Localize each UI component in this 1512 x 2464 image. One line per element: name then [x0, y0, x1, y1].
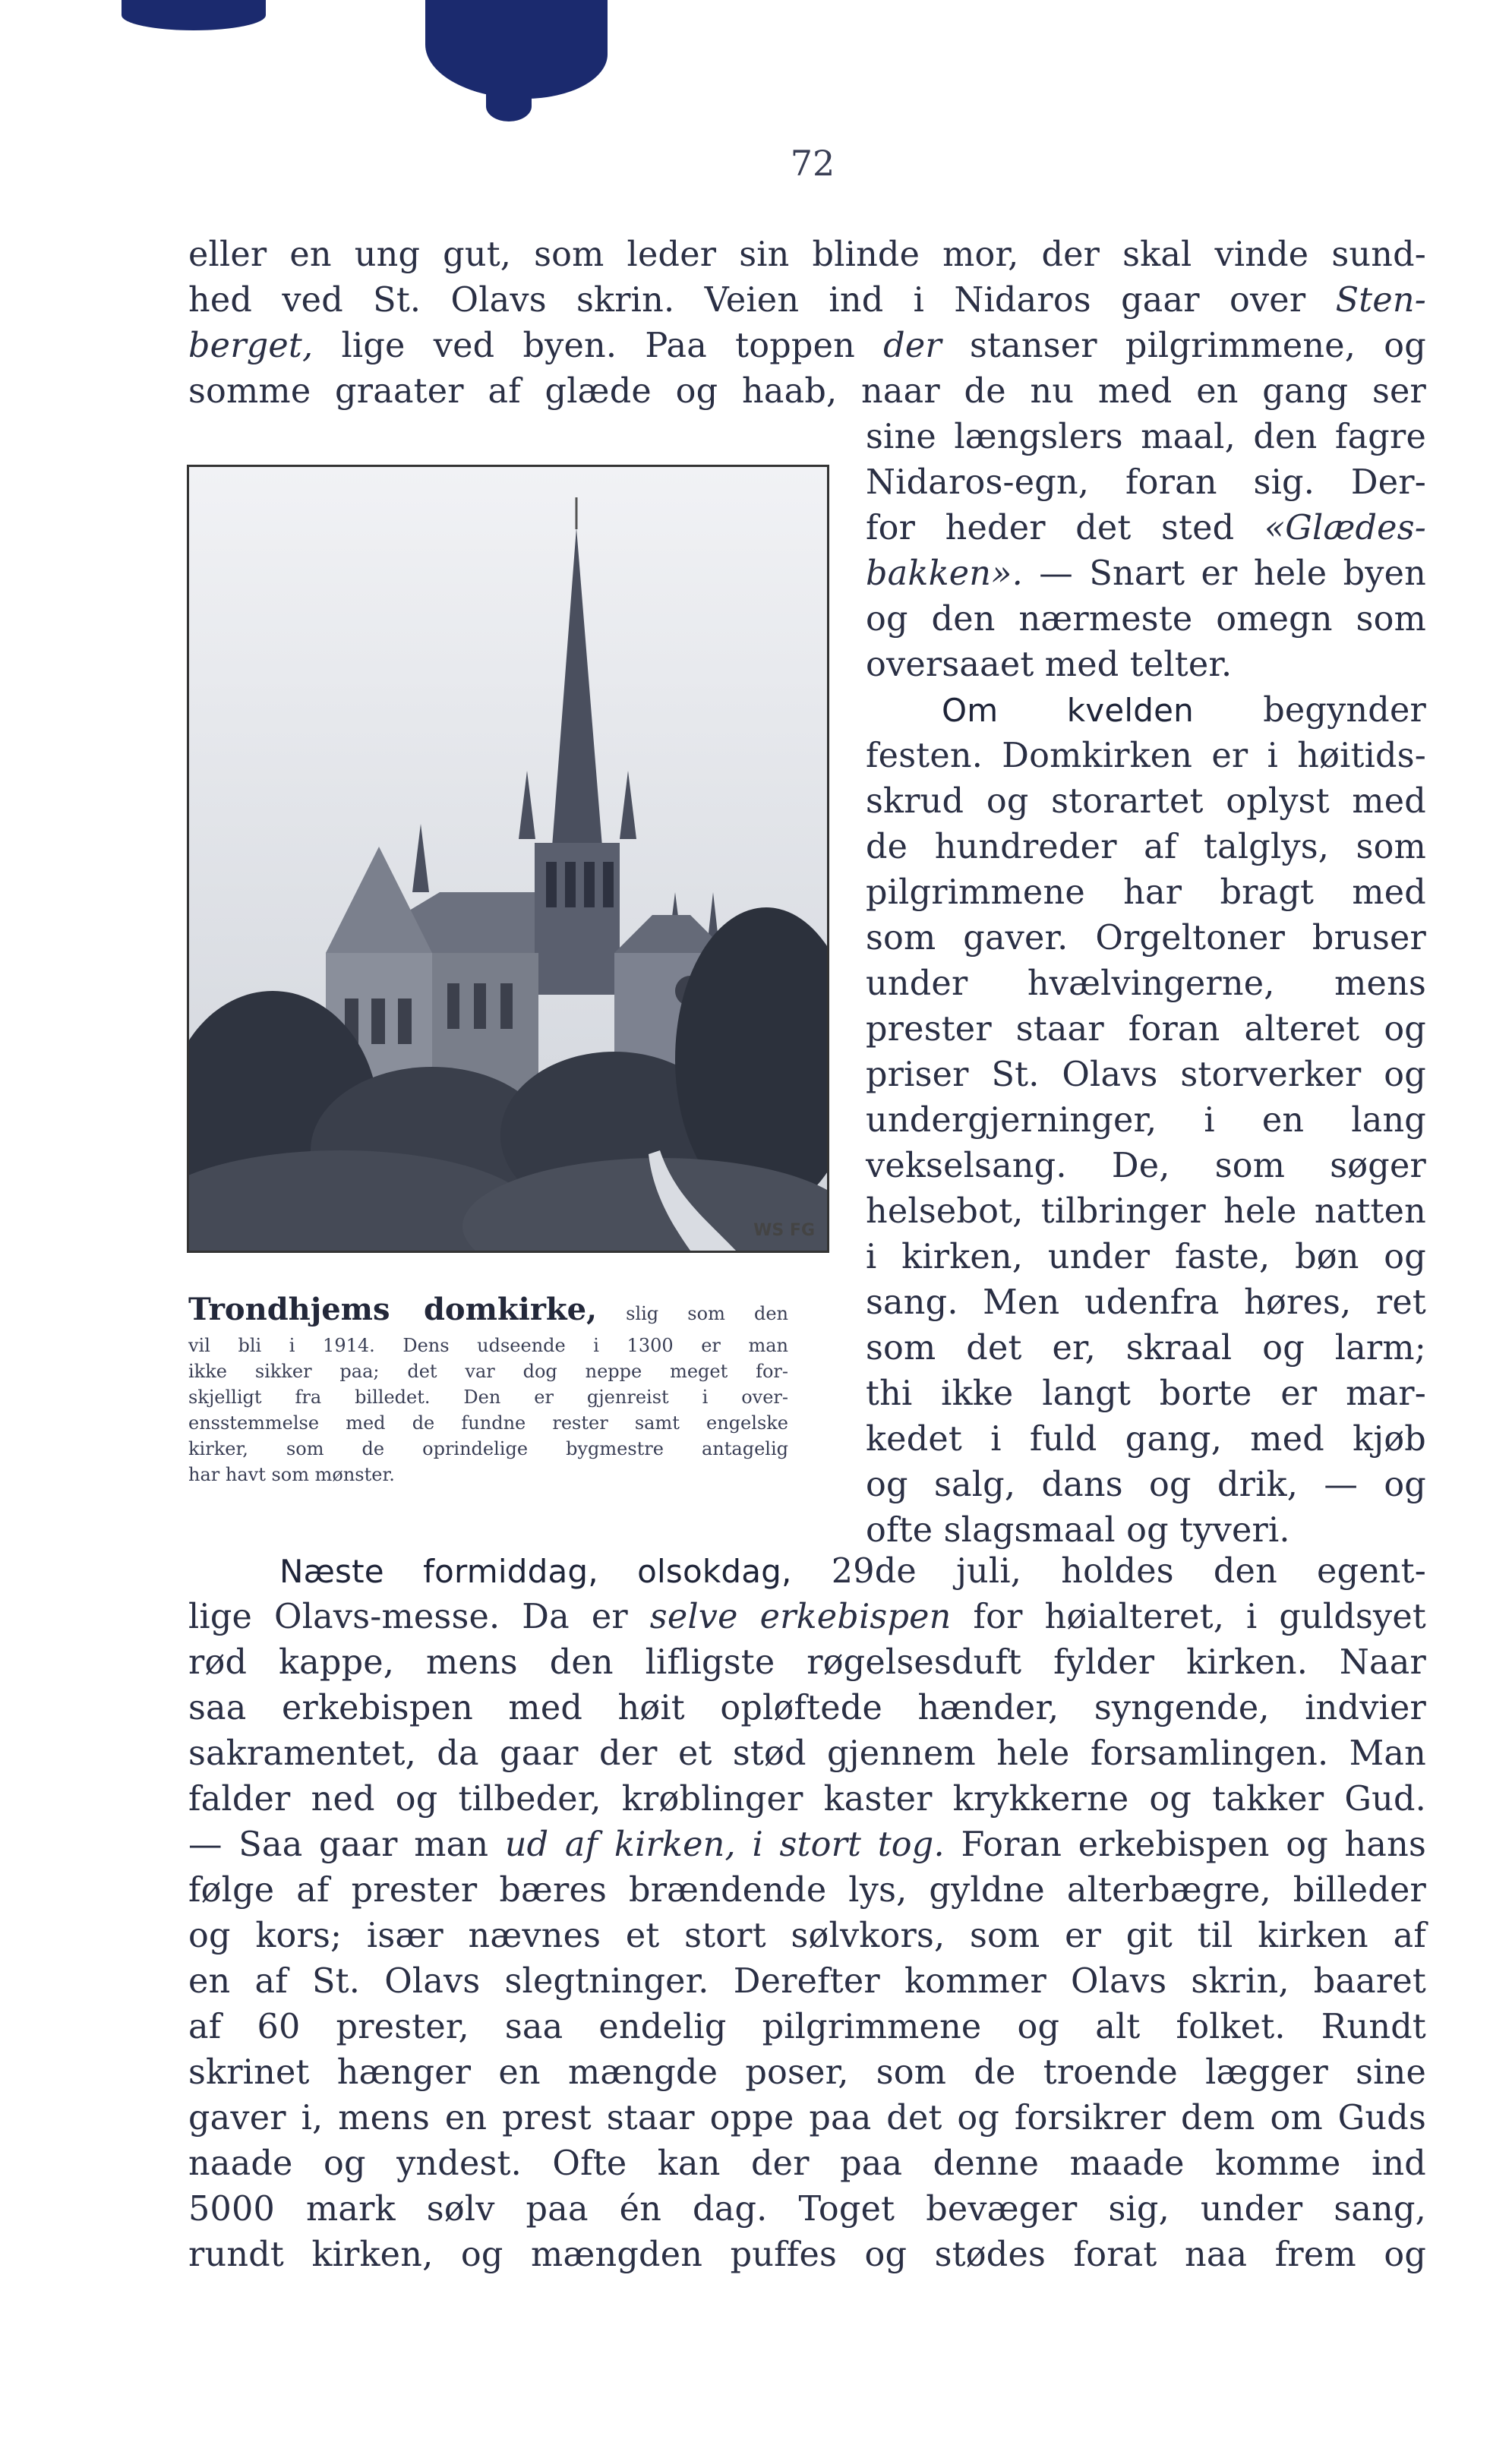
text-line-3: berget, lige ved byen. Paa toppen der stanser pilgrimmene, og: [188, 327, 1426, 365]
figure-caption-line: skjelligt fra billedet. Den er gjenreist i over-: [188, 1387, 788, 1408]
figure-caption-line: kirker, som de oprindelige bygmestre antagelig: [188, 1438, 788, 1459]
right-line: Nidaros-egn, foran sig. Der-: [866, 463, 1426, 502]
text-line-b9: og kors; især nævnes et stort sølvkors, som er git til kirken af: [188, 1917, 1426, 1955]
text-line-b4: saa erkebispen med høit opløftede hænder, syngende, indvier: [188, 1689, 1426, 1727]
cathedral-figure: [187, 465, 829, 1253]
right-line: i kirken, under faste, bøn og: [866, 1238, 1426, 1276]
right-line: priser St. Olavs storverker og: [866, 1055, 1426, 1094]
right-line: under hvælvingerne, mens: [866, 964, 1426, 1003]
right-line: festen. Domkirken er i høitids-: [866, 737, 1426, 775]
right-line: som det er, skraal og larm;: [866, 1329, 1426, 1368]
right-line: de hundreder af talglys, som: [866, 828, 1426, 866]
ink-blot-right: [425, 0, 608, 99]
figure-caption-line: vil bli i 1914. Dens udseende i 1300 er man: [188, 1335, 788, 1356]
cathedral-illustration: [189, 467, 827, 1251]
right-line: ofte slagsmaal og tyveri.: [866, 1511, 1290, 1550]
text-line-b2: lige Olavs-messe. Da er selve erkebispen for høialteret, i guldsyet: [188, 1598, 1426, 1636]
text-line-b5: sakramentet, da gaar der et stød gjennem hele forsamlingen. Man: [188, 1734, 1426, 1773]
figure-caption-line: har havt som mønster.: [188, 1464, 395, 1485]
page-number: 72: [790, 143, 835, 184]
figure-caption-line: ensstemmelse med de fundne rester samt engelske: [188, 1412, 788, 1434]
text-line-b15: 5000 mark sølv paa én dag. Toget bevæger sig, under sang,: [188, 2190, 1426, 2229]
text-line-4: somme graater af glæde og haab, naar de nu med en gang ser: [188, 372, 1426, 411]
figure-caption-line: ikke sikker paa; det var dog neppe meget for-: [188, 1361, 788, 1382]
text-line-b6: falder ned og tilbeder, krøblinger kaster krykkerne og takker Gud.: [188, 1780, 1426, 1819]
right-line: skrud og storartet oplyst med: [866, 782, 1426, 821]
text-line-b11: af 60 prester, saa endelig pilgrimmene og alt folket. Rundt: [188, 2008, 1426, 2046]
right-line: oversaaet med telter.: [866, 645, 1233, 684]
right-line: sang. Men udenfra høres, ret: [866, 1283, 1426, 1322]
right-line: kedet i fuld gang, med kjøb: [866, 1420, 1426, 1459]
right-line: som gaver. Orgeltoner bruser: [866, 919, 1426, 958]
right-line: og den nærmeste omegn som: [866, 600, 1426, 639]
right-line: vekselsang. De, som søger: [866, 1147, 1426, 1185]
ink-blot-left: [122, 0, 266, 30]
ink-drip: [486, 91, 532, 121]
artist-monogram: WS FG: [753, 1221, 815, 1240]
figure-caption-line: Trondhjems domkirke, slig som den: [188, 1292, 788, 1327]
right-line: undergjerninger, i en lang: [866, 1101, 1426, 1140]
text-line-b16: rundt kirken, og mængden puffes og stødes forat naa frem og: [188, 2235, 1426, 2274]
right-line: helsebot, tilbringer hele natten: [866, 1192, 1426, 1231]
right-line: og salg, dans og drik, — og: [866, 1465, 1426, 1504]
right-line: sine længslers maal, den fagre: [866, 418, 1426, 456]
right-line: thi ikke langt borte er mar-: [866, 1374, 1426, 1413]
text-line-b3: rød kappe, mens den lifligste røgelsesduft fylder kirken. Naar: [188, 1643, 1426, 1682]
right-line: pilgrimmene har bragt med: [866, 873, 1426, 912]
text-line-b7: — Saa gaar man ud af kirken, i stort tog. Foran erkebispen og hans: [188, 1825, 1426, 1864]
text-line-b12: skrinet hænger en mængde poser, som de troende lægger sine: [188, 2053, 1426, 2092]
text-line-b14: naade og yndest. Ofte kan der paa denne maade komme ind: [188, 2144, 1426, 2183]
text-line-1: eller en ung gut, som leder sin blinde mor, der skal vinde sund-: [188, 235, 1426, 274]
text-line-b10: en af St. Olavs slegtninger. Derefter kommer Olavs skrin, baaret: [188, 1962, 1426, 2001]
right-line: for heder det sted «Glædes-: [866, 509, 1426, 547]
right-line: prester staar foran alteret og: [866, 1010, 1426, 1049]
text-line-b13: gaver i, mens en prest staar oppe paa det og forsikrer dem om Guds: [188, 2099, 1426, 2137]
text-line-b8: følge af prester bæres brændende lys, gyldne alterbægre, billeder: [188, 1871, 1426, 1910]
right-line: Om kvelden begynder: [942, 691, 1426, 730]
text-line-2: hed ved St. Olavs skrin. Veien ind i Nidaros gaar over Sten-: [188, 281, 1426, 320]
right-line: bakken». — Snart er hele byen: [866, 554, 1426, 593]
text-line-b1: Næste formiddag, olsokdag, 29de juli, holdes den egent-: [279, 1552, 1426, 1591]
